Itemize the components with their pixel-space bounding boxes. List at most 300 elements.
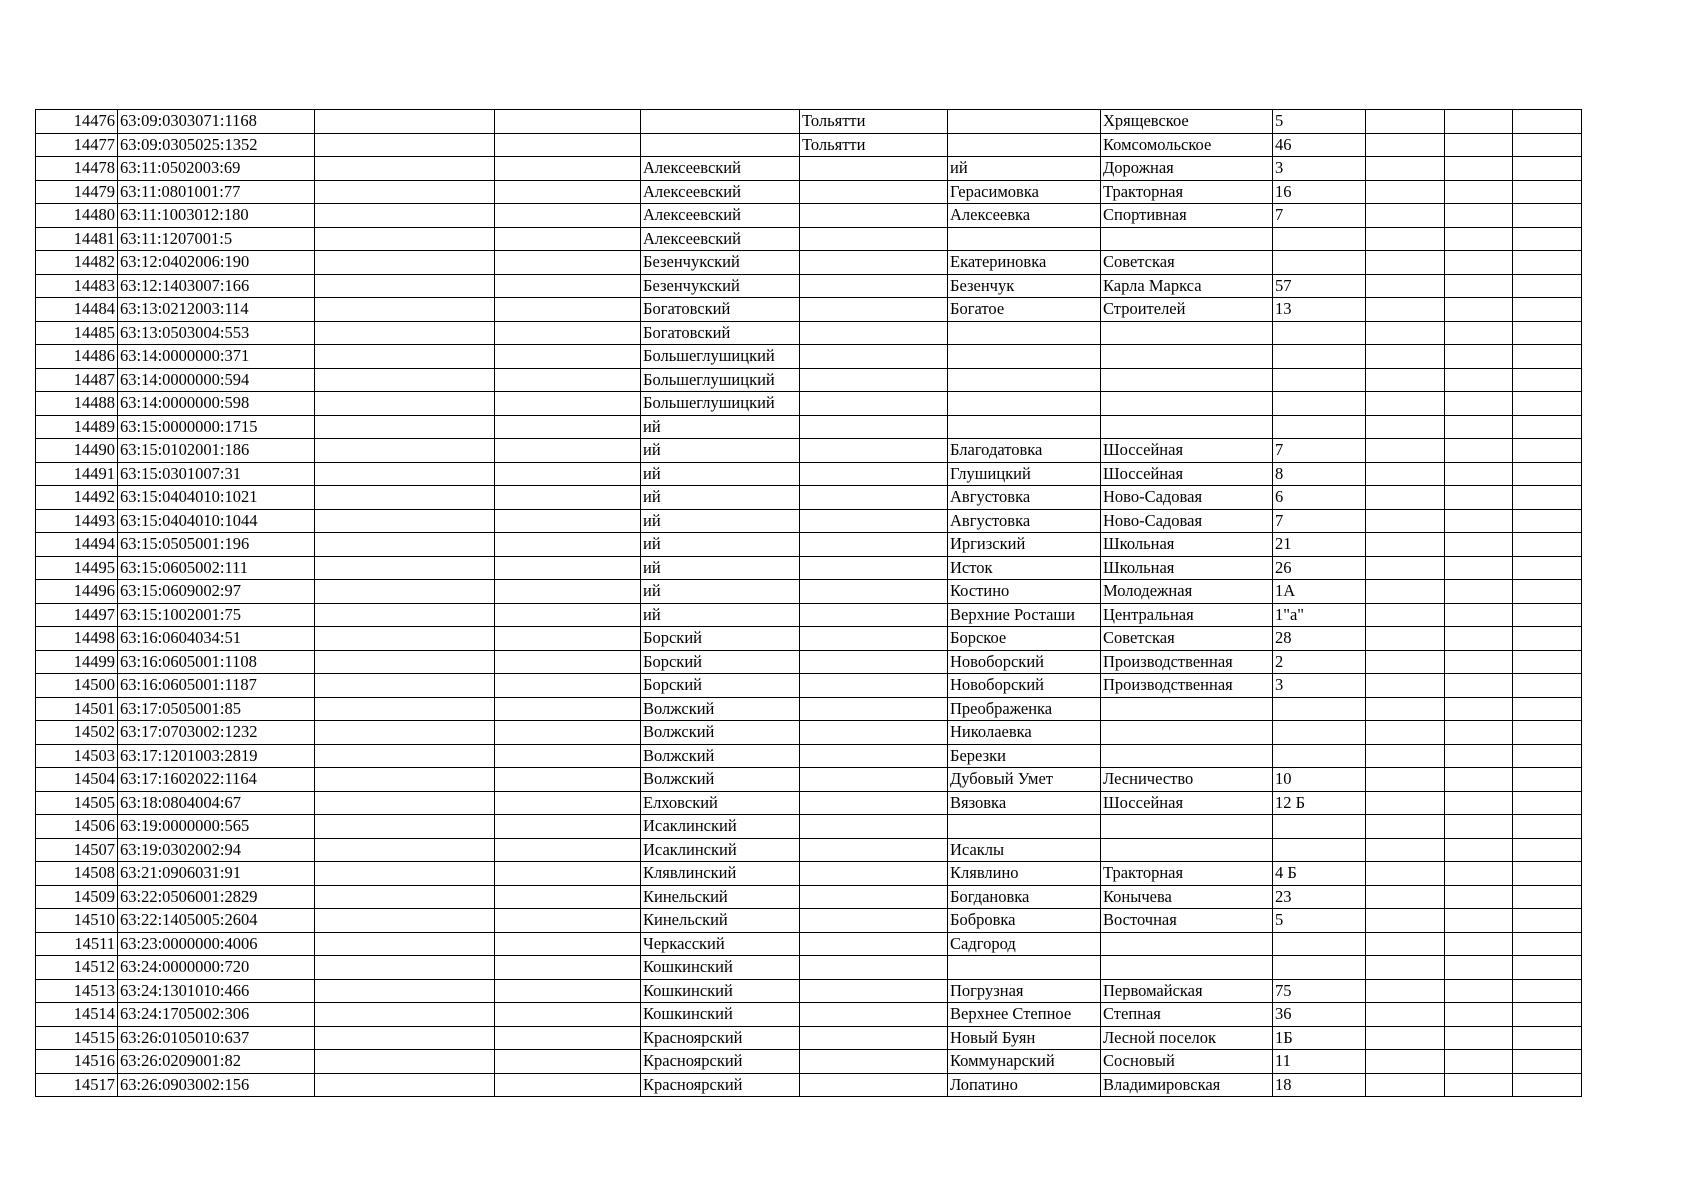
cell-col-10 bbox=[1366, 533, 1445, 557]
cell-col-4 bbox=[495, 721, 641, 745]
cell-district: Кошкинский bbox=[641, 956, 800, 980]
cell-district: Большеглушицкий bbox=[641, 345, 800, 369]
cell-street bbox=[1101, 932, 1273, 956]
cell-row-number: 14513 bbox=[36, 979, 118, 1003]
cell-col-12 bbox=[1513, 1050, 1582, 1074]
cell-cadastral-number: 63:15:0102001:186 bbox=[118, 439, 315, 463]
cell-col-12 bbox=[1513, 885, 1582, 909]
cell-cadastral-number: 63:16:0605001:1187 bbox=[118, 674, 315, 698]
cell-district: Волжский bbox=[641, 768, 800, 792]
cell-col-3 bbox=[315, 932, 495, 956]
cell-city bbox=[800, 227, 948, 251]
cell-col-11 bbox=[1445, 956, 1513, 980]
table-row bbox=[36, 768, 1582, 792]
cell-settlement: Глушицкий bbox=[948, 462, 1101, 486]
cell-house-number: 8 bbox=[1273, 462, 1366, 486]
cell-row-number: 14498 bbox=[36, 627, 118, 651]
cell-settlement: Августовка bbox=[948, 509, 1101, 533]
cell-street: Центральная bbox=[1101, 603, 1273, 627]
cell-street: Тракторная bbox=[1101, 862, 1273, 886]
cell-col-4 bbox=[495, 909, 641, 933]
cell-cadastral-number: 63:12:1403007:166 bbox=[118, 274, 315, 298]
cell-col-11 bbox=[1445, 368, 1513, 392]
cell-col-10 bbox=[1366, 744, 1445, 768]
cell-street: Первомайская bbox=[1101, 979, 1273, 1003]
table-row bbox=[36, 932, 1582, 956]
cell-cadastral-number: 63:26:0209001:82 bbox=[118, 1050, 315, 1074]
table-row bbox=[36, 721, 1582, 745]
cell-row-number: 14515 bbox=[36, 1026, 118, 1050]
cell-row-number: 14476 bbox=[36, 110, 118, 134]
cell-col-3 bbox=[315, 345, 495, 369]
cell-col-10 bbox=[1366, 862, 1445, 886]
cell-district: Елховский bbox=[641, 791, 800, 815]
cell-row-number: 14507 bbox=[36, 838, 118, 862]
cell-col-4 bbox=[495, 744, 641, 768]
cell-row-number: 14509 bbox=[36, 885, 118, 909]
table-row bbox=[36, 204, 1582, 228]
cell-col-11 bbox=[1445, 321, 1513, 345]
cell-street bbox=[1101, 227, 1273, 251]
table-row bbox=[36, 274, 1582, 298]
cell-row-number: 14479 bbox=[36, 180, 118, 204]
cell-city: Тольятти bbox=[800, 133, 948, 157]
cell-col-4 bbox=[495, 815, 641, 839]
cell-col-3 bbox=[315, 650, 495, 674]
cell-city bbox=[800, 932, 948, 956]
cell-col-11 bbox=[1445, 580, 1513, 604]
cell-col-3 bbox=[315, 674, 495, 698]
cell-col-11 bbox=[1445, 815, 1513, 839]
cell-city bbox=[800, 674, 948, 698]
cell-col-12 bbox=[1513, 345, 1582, 369]
cell-col-10 bbox=[1366, 110, 1445, 134]
cell-col-3 bbox=[315, 580, 495, 604]
cell-house-number: 16 bbox=[1273, 180, 1366, 204]
table-row bbox=[36, 157, 1582, 181]
cell-street: Владимировская bbox=[1101, 1073, 1273, 1097]
table-row bbox=[36, 368, 1582, 392]
cell-cadastral-number: 63:19:0000000:565 bbox=[118, 815, 315, 839]
table-row bbox=[36, 556, 1582, 580]
cell-house-number: 5 bbox=[1273, 909, 1366, 933]
cell-col-10 bbox=[1366, 768, 1445, 792]
cell-house-number: 12 Б bbox=[1273, 791, 1366, 815]
cell-row-number: 14506 bbox=[36, 815, 118, 839]
cell-city bbox=[800, 509, 948, 533]
cell-street: Хрящевское bbox=[1101, 110, 1273, 134]
cell-col-11 bbox=[1445, 650, 1513, 674]
cell-row-number: 14501 bbox=[36, 697, 118, 721]
cell-col-4 bbox=[495, 274, 641, 298]
cell-settlement: Костино bbox=[948, 580, 1101, 604]
cell-col-12 bbox=[1513, 909, 1582, 933]
cell-col-3 bbox=[315, 627, 495, 651]
cell-col-4 bbox=[495, 462, 641, 486]
cell-col-10 bbox=[1366, 486, 1445, 510]
cell-col-3 bbox=[315, 1073, 495, 1097]
cell-col-11 bbox=[1445, 462, 1513, 486]
cell-street: Комсомольское bbox=[1101, 133, 1273, 157]
cell-col-12 bbox=[1513, 180, 1582, 204]
cell-settlement: Богатое bbox=[948, 298, 1101, 322]
cell-house-number bbox=[1273, 697, 1366, 721]
cell-col-10 bbox=[1366, 791, 1445, 815]
cell-col-11 bbox=[1445, 791, 1513, 815]
table-row bbox=[36, 509, 1582, 533]
cell-street bbox=[1101, 956, 1273, 980]
cell-city bbox=[800, 533, 948, 557]
cadastral-register-table bbox=[35, 109, 1582, 1097]
cell-col-10 bbox=[1366, 415, 1445, 439]
cell-house-number bbox=[1273, 368, 1366, 392]
cell-col-3 bbox=[315, 768, 495, 792]
cell-house-number: 28 bbox=[1273, 627, 1366, 651]
cell-district: Волжский bbox=[641, 721, 800, 745]
cell-col-10 bbox=[1366, 204, 1445, 228]
cell-house-number: 6 bbox=[1273, 486, 1366, 510]
cell-district: Богатовский bbox=[641, 298, 800, 322]
cell-col-3 bbox=[315, 556, 495, 580]
cell-col-4 bbox=[495, 580, 641, 604]
cell-city bbox=[800, 697, 948, 721]
cell-district: Большеглушицкий bbox=[641, 392, 800, 416]
cell-district: Черкасский bbox=[641, 932, 800, 956]
cell-col-3 bbox=[315, 321, 495, 345]
cell-city bbox=[800, 392, 948, 416]
cell-cadastral-number: 63:14:0000000:594 bbox=[118, 368, 315, 392]
cell-col-12 bbox=[1513, 486, 1582, 510]
cell-house-number bbox=[1273, 251, 1366, 275]
cell-col-11 bbox=[1445, 932, 1513, 956]
cell-district: Кинельский bbox=[641, 885, 800, 909]
cell-col-4 bbox=[495, 133, 641, 157]
cell-row-number: 14516 bbox=[36, 1050, 118, 1074]
cell-city bbox=[800, 721, 948, 745]
cell-col-4 bbox=[495, 157, 641, 181]
cell-city bbox=[800, 251, 948, 275]
cell-street: Шоссейная bbox=[1101, 791, 1273, 815]
cell-col-12 bbox=[1513, 556, 1582, 580]
cell-cadastral-number: 63:12:0402006:190 bbox=[118, 251, 315, 275]
cell-col-4 bbox=[495, 1073, 641, 1097]
table-row bbox=[36, 1026, 1582, 1050]
cell-street: Тракторная bbox=[1101, 180, 1273, 204]
cell-city bbox=[800, 603, 948, 627]
table-row bbox=[36, 180, 1582, 204]
cell-col-10 bbox=[1366, 321, 1445, 345]
cell-col-4 bbox=[495, 697, 641, 721]
cell-col-12 bbox=[1513, 110, 1582, 134]
cell-cadastral-number: 63:16:0604034:51 bbox=[118, 627, 315, 651]
cell-city bbox=[800, 415, 948, 439]
cell-col-12 bbox=[1513, 509, 1582, 533]
cell-district: ий bbox=[641, 533, 800, 557]
table-row bbox=[36, 627, 1582, 651]
cell-city bbox=[800, 274, 948, 298]
table-row bbox=[36, 815, 1582, 839]
cell-col-4 bbox=[495, 956, 641, 980]
cell-col-11 bbox=[1445, 1073, 1513, 1097]
cell-street bbox=[1101, 697, 1273, 721]
cell-row-number: 14485 bbox=[36, 321, 118, 345]
cell-row-number: 14481 bbox=[36, 227, 118, 251]
cell-settlement: Коммунарский bbox=[948, 1050, 1101, 1074]
cell-district: Безенчукский bbox=[641, 274, 800, 298]
cell-col-3 bbox=[315, 509, 495, 533]
cell-cadastral-number: 63:14:0000000:371 bbox=[118, 345, 315, 369]
cell-row-number: 14500 bbox=[36, 674, 118, 698]
cell-col-10 bbox=[1366, 909, 1445, 933]
cell-col-12 bbox=[1513, 462, 1582, 486]
cell-street: Производственная bbox=[1101, 674, 1273, 698]
cell-settlement: Новоборский bbox=[948, 650, 1101, 674]
cell-col-10 bbox=[1366, 650, 1445, 674]
cell-col-4 bbox=[495, 204, 641, 228]
cell-district: Красноярский bbox=[641, 1050, 800, 1074]
cell-col-3 bbox=[315, 486, 495, 510]
cell-settlement: Богдановка bbox=[948, 885, 1101, 909]
cell-col-12 bbox=[1513, 251, 1582, 275]
cell-col-11 bbox=[1445, 979, 1513, 1003]
cell-city bbox=[800, 180, 948, 204]
cell-city bbox=[800, 462, 948, 486]
cell-district: Волжский bbox=[641, 697, 800, 721]
cell-row-number: 14477 bbox=[36, 133, 118, 157]
cell-street bbox=[1101, 368, 1273, 392]
cell-cadastral-number: 63:13:0503004:553 bbox=[118, 321, 315, 345]
cell-city bbox=[800, 321, 948, 345]
cell-col-4 bbox=[495, 392, 641, 416]
cell-col-10 bbox=[1366, 721, 1445, 745]
cell-col-10 bbox=[1366, 462, 1445, 486]
cell-street: Восточная bbox=[1101, 909, 1273, 933]
cell-city bbox=[800, 1003, 948, 1027]
cell-house-number bbox=[1273, 744, 1366, 768]
cell-cadastral-number: 63:22:1405005:2604 bbox=[118, 909, 315, 933]
cell-house-number: 1Б bbox=[1273, 1026, 1366, 1050]
cell-settlement bbox=[948, 345, 1101, 369]
table-row bbox=[36, 486, 1582, 510]
cell-row-number: 14495 bbox=[36, 556, 118, 580]
cell-col-4 bbox=[495, 627, 641, 651]
cell-street: Молодежная bbox=[1101, 580, 1273, 604]
cell-col-12 bbox=[1513, 768, 1582, 792]
cell-row-number: 14494 bbox=[36, 533, 118, 557]
cell-col-10 bbox=[1366, 439, 1445, 463]
cell-col-10 bbox=[1366, 345, 1445, 369]
cell-cadastral-number: 63:11:1003012:180 bbox=[118, 204, 315, 228]
table-row bbox=[36, 885, 1582, 909]
cell-settlement: Березки bbox=[948, 744, 1101, 768]
cell-row-number: 14508 bbox=[36, 862, 118, 886]
cell-cadastral-number: 63:24:0000000:720 bbox=[118, 956, 315, 980]
cell-col-10 bbox=[1366, 885, 1445, 909]
table-row bbox=[36, 1073, 1582, 1097]
cell-col-4 bbox=[495, 345, 641, 369]
cell-cadastral-number: 63:26:0105010:637 bbox=[118, 1026, 315, 1050]
cell-col-4 bbox=[495, 110, 641, 134]
cell-col-10 bbox=[1366, 603, 1445, 627]
cell-city bbox=[800, 885, 948, 909]
cell-district: ий bbox=[641, 509, 800, 533]
cell-col-4 bbox=[495, 1026, 641, 1050]
cell-cadastral-number: 63:13:0212003:114 bbox=[118, 298, 315, 322]
cell-col-4 bbox=[495, 885, 641, 909]
cell-settlement bbox=[948, 227, 1101, 251]
cell-col-10 bbox=[1366, 674, 1445, 698]
cell-row-number: 14502 bbox=[36, 721, 118, 745]
cell-col-4 bbox=[495, 556, 641, 580]
table-row bbox=[36, 321, 1582, 345]
table-row bbox=[36, 345, 1582, 369]
cell-col-3 bbox=[315, 298, 495, 322]
cell-district: Алексеевский bbox=[641, 180, 800, 204]
cell-col-12 bbox=[1513, 862, 1582, 886]
cell-settlement: Лопатино bbox=[948, 1073, 1101, 1097]
cell-col-3 bbox=[315, 885, 495, 909]
cell-street: Дорожная bbox=[1101, 157, 1273, 181]
cell-house-number: 7 bbox=[1273, 204, 1366, 228]
cell-col-11 bbox=[1445, 1026, 1513, 1050]
cell-row-number: 14496 bbox=[36, 580, 118, 604]
cell-city bbox=[800, 979, 948, 1003]
cell-col-3 bbox=[315, 204, 495, 228]
cell-col-12 bbox=[1513, 1073, 1582, 1097]
cell-row-number: 14503 bbox=[36, 744, 118, 768]
cell-cadastral-number: 63:15:0404010:1044 bbox=[118, 509, 315, 533]
cell-col-11 bbox=[1445, 227, 1513, 251]
cell-col-4 bbox=[495, 1003, 641, 1027]
cell-cadastral-number: 63:24:1705002:306 bbox=[118, 1003, 315, 1027]
cell-house-number: 3 bbox=[1273, 157, 1366, 181]
cell-district: ий bbox=[641, 462, 800, 486]
cell-col-10 bbox=[1366, 1026, 1445, 1050]
cell-cadastral-number: 63:15:0301007:31 bbox=[118, 462, 315, 486]
table-row bbox=[36, 744, 1582, 768]
cell-col-11 bbox=[1445, 345, 1513, 369]
cell-col-10 bbox=[1366, 580, 1445, 604]
cell-house-number: 57 bbox=[1273, 274, 1366, 298]
cell-street: Шоссейная bbox=[1101, 462, 1273, 486]
cell-settlement: Вязовка bbox=[948, 791, 1101, 815]
cell-col-10 bbox=[1366, 227, 1445, 251]
cell-col-4 bbox=[495, 180, 641, 204]
cell-street: Сосновый bbox=[1101, 1050, 1273, 1074]
cell-col-10 bbox=[1366, 368, 1445, 392]
cell-col-4 bbox=[495, 791, 641, 815]
cell-district: ий bbox=[641, 439, 800, 463]
table-row bbox=[36, 650, 1582, 674]
cell-col-3 bbox=[315, 697, 495, 721]
cell-house-number: 1"а" bbox=[1273, 603, 1366, 627]
cell-cadastral-number: 63:15:0404010:1021 bbox=[118, 486, 315, 510]
cell-col-11 bbox=[1445, 862, 1513, 886]
cell-col-3 bbox=[315, 462, 495, 486]
cell-col-10 bbox=[1366, 697, 1445, 721]
cell-house-number: 26 bbox=[1273, 556, 1366, 580]
cell-settlement: Августовка bbox=[948, 486, 1101, 510]
cell-col-4 bbox=[495, 439, 641, 463]
cell-settlement bbox=[948, 815, 1101, 839]
cell-settlement bbox=[948, 368, 1101, 392]
table-row bbox=[36, 439, 1582, 463]
cell-col-12 bbox=[1513, 439, 1582, 463]
cell-col-3 bbox=[315, 909, 495, 933]
cell-row-number: 14514 bbox=[36, 1003, 118, 1027]
cell-street bbox=[1101, 815, 1273, 839]
cell-district: Кинельский bbox=[641, 909, 800, 933]
cell-col-12 bbox=[1513, 1026, 1582, 1050]
table-row bbox=[36, 392, 1582, 416]
cell-settlement bbox=[948, 133, 1101, 157]
cell-col-11 bbox=[1445, 274, 1513, 298]
cell-house-number: 18 bbox=[1273, 1073, 1366, 1097]
cell-col-11 bbox=[1445, 204, 1513, 228]
cell-col-4 bbox=[495, 932, 641, 956]
cell-col-4 bbox=[495, 227, 641, 251]
cell-col-11 bbox=[1445, 180, 1513, 204]
cell-street bbox=[1101, 744, 1273, 768]
cell-row-number: 14487 bbox=[36, 368, 118, 392]
cell-house-number: 21 bbox=[1273, 533, 1366, 557]
cell-district: Борский bbox=[641, 674, 800, 698]
cell-house-number: 7 bbox=[1273, 439, 1366, 463]
cell-col-12 bbox=[1513, 580, 1582, 604]
cell-row-number: 14478 bbox=[36, 157, 118, 181]
cell-street: Лесной поселок bbox=[1101, 1026, 1273, 1050]
cell-col-3 bbox=[315, 721, 495, 745]
cell-district: ий bbox=[641, 580, 800, 604]
cell-city bbox=[800, 1026, 948, 1050]
cell-col-11 bbox=[1445, 885, 1513, 909]
table-row bbox=[36, 251, 1582, 275]
cell-settlement: Новый Буян bbox=[948, 1026, 1101, 1050]
cell-col-11 bbox=[1445, 298, 1513, 322]
cell-col-4 bbox=[495, 321, 641, 345]
cell-col-4 bbox=[495, 415, 641, 439]
cell-col-4 bbox=[495, 298, 641, 322]
cell-col-3 bbox=[315, 603, 495, 627]
cell-col-12 bbox=[1513, 533, 1582, 557]
cell-district: Красноярский bbox=[641, 1026, 800, 1050]
cell-street: Советская bbox=[1101, 627, 1273, 651]
cell-col-10 bbox=[1366, 627, 1445, 651]
cell-district: Алексеевский bbox=[641, 204, 800, 228]
cell-street: Строителей bbox=[1101, 298, 1273, 322]
cell-col-3 bbox=[315, 1050, 495, 1074]
cell-col-11 bbox=[1445, 486, 1513, 510]
cell-col-11 bbox=[1445, 603, 1513, 627]
cell-col-3 bbox=[315, 133, 495, 157]
cell-col-3 bbox=[315, 110, 495, 134]
cell-city bbox=[800, 298, 948, 322]
cell-house-number: 3 bbox=[1273, 674, 1366, 698]
cell-col-10 bbox=[1366, 932, 1445, 956]
cell-col-11 bbox=[1445, 674, 1513, 698]
cell-col-11 bbox=[1445, 744, 1513, 768]
cell-col-12 bbox=[1513, 721, 1582, 745]
cell-col-3 bbox=[315, 392, 495, 416]
cell-city bbox=[800, 439, 948, 463]
cell-street bbox=[1101, 415, 1273, 439]
cell-col-11 bbox=[1445, 392, 1513, 416]
cell-col-10 bbox=[1366, 1003, 1445, 1027]
cell-col-12 bbox=[1513, 368, 1582, 392]
cell-cadastral-number: 63:11:0801001:77 bbox=[118, 180, 315, 204]
cell-settlement: Исток bbox=[948, 556, 1101, 580]
cell-street: Лесничество bbox=[1101, 768, 1273, 792]
